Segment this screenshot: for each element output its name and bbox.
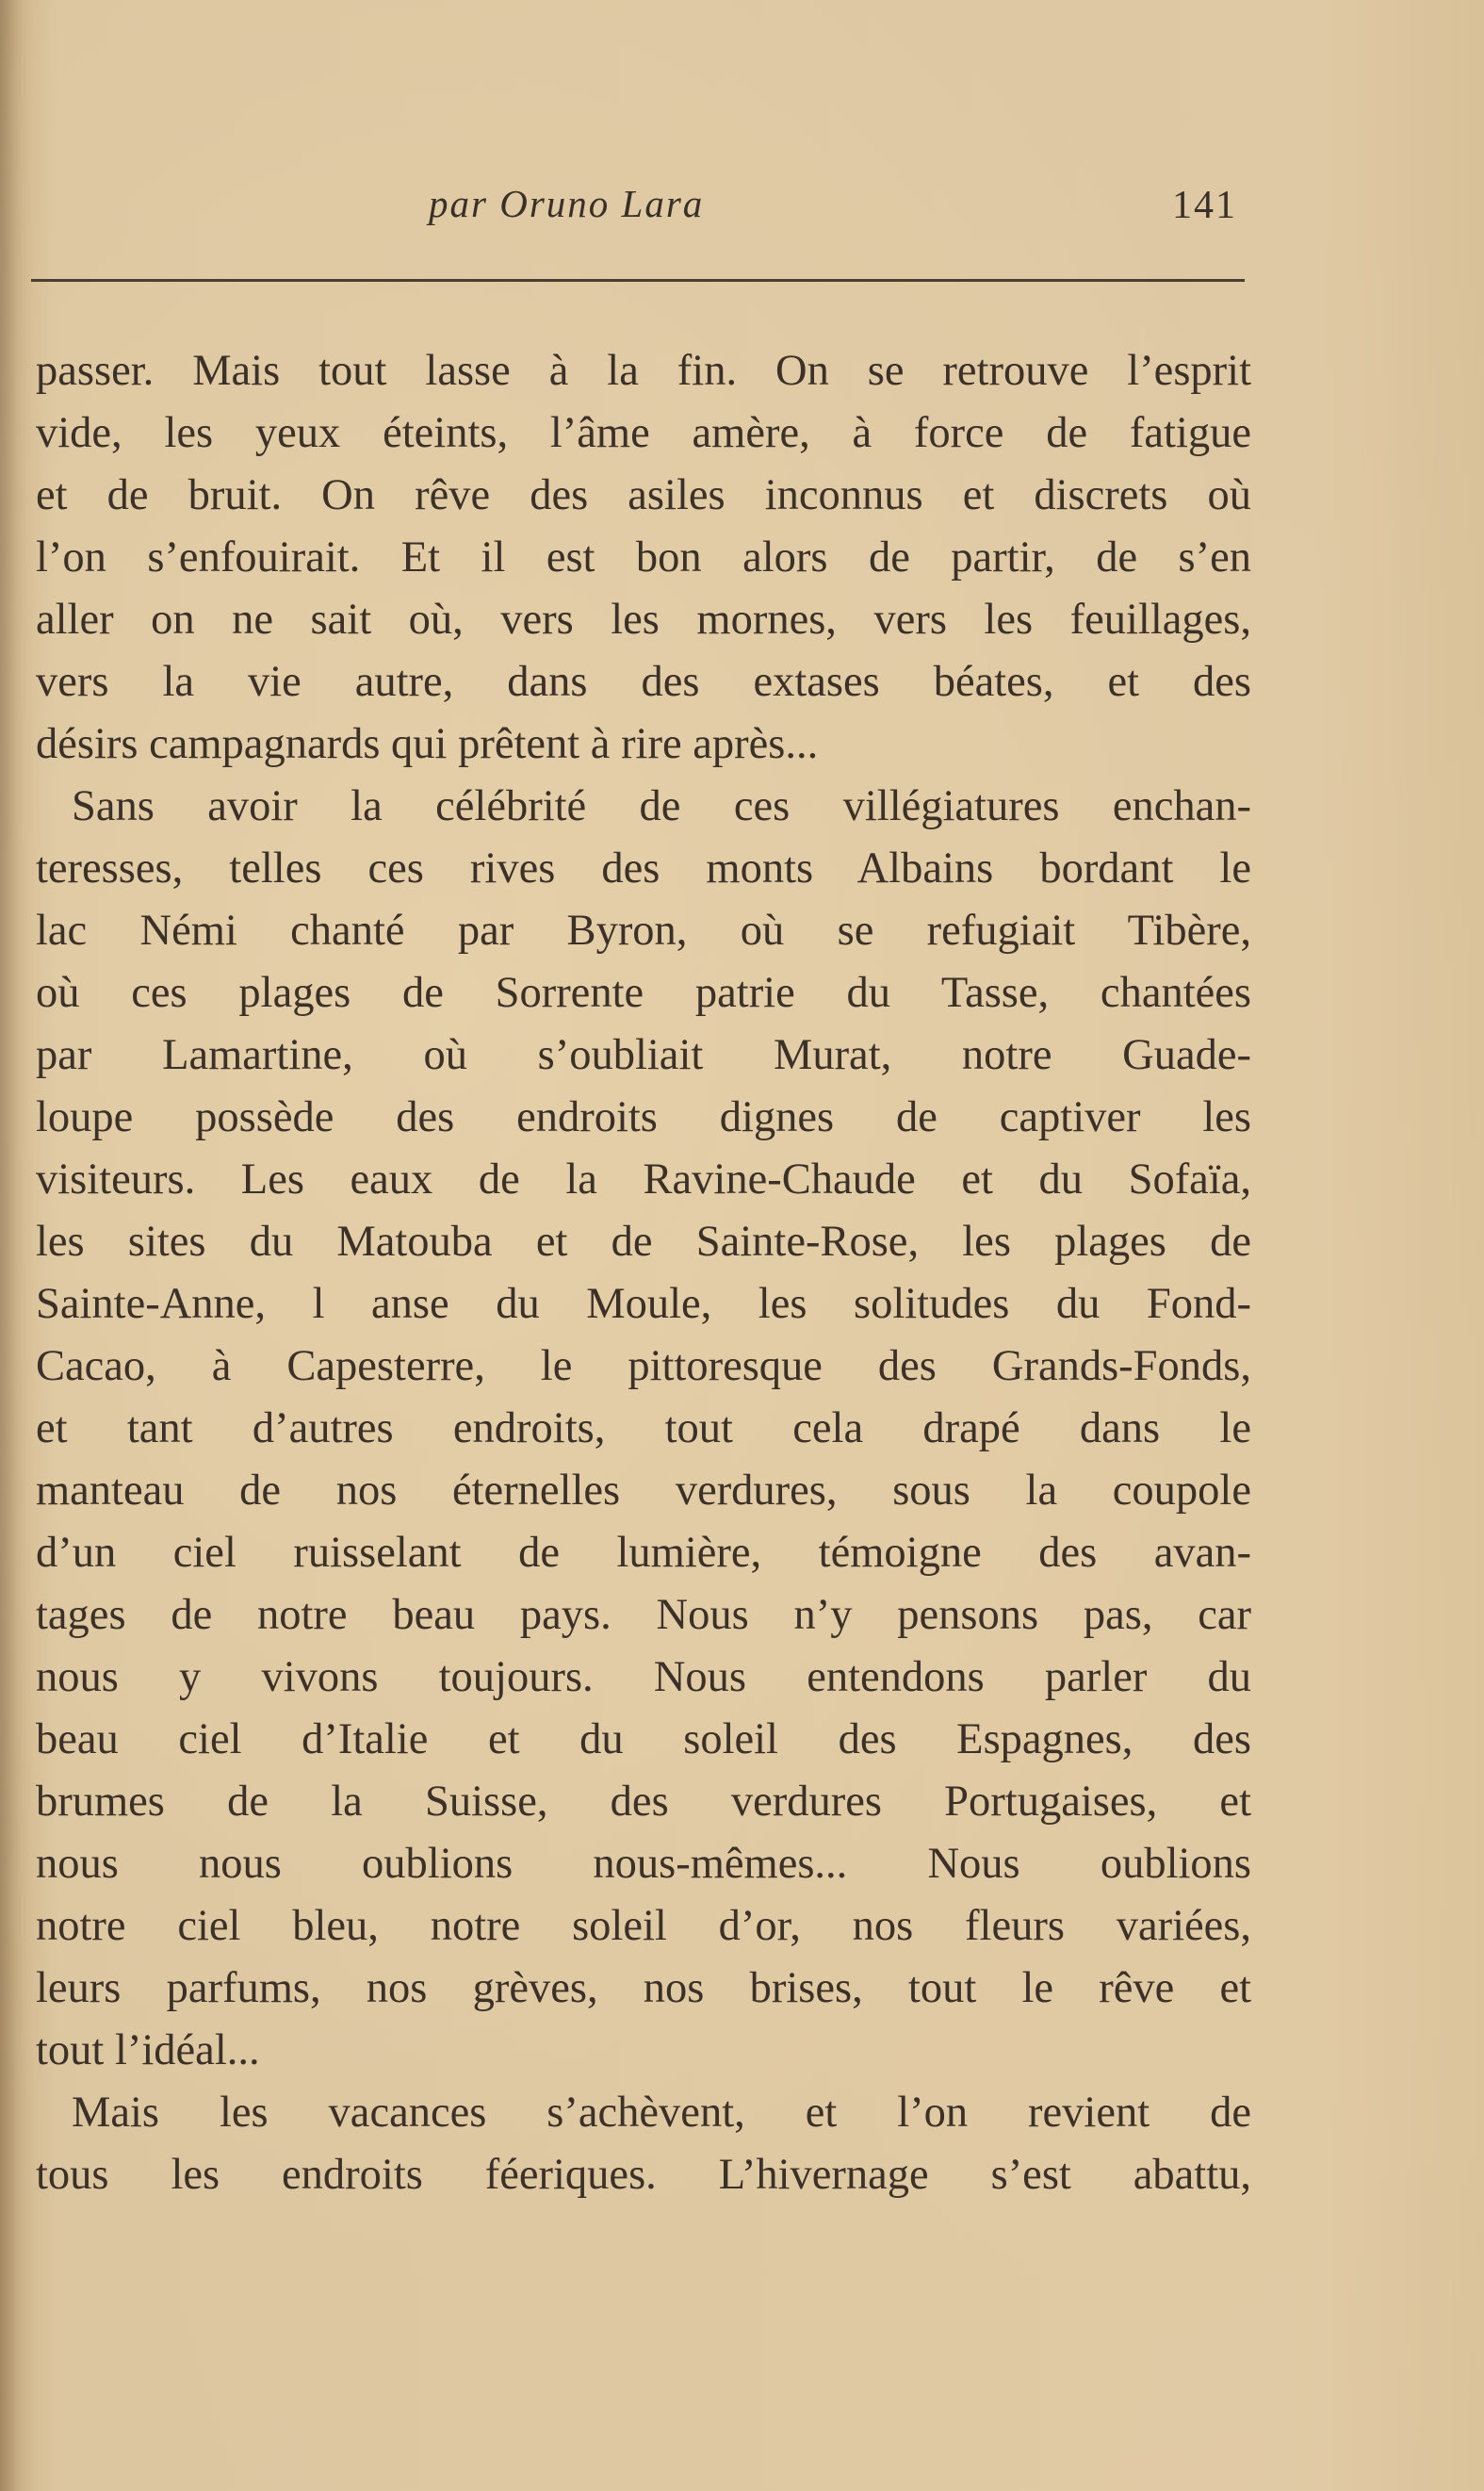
text-line: tages de notre beau pays. Nous n’y pensons pas, car xyxy=(36,1591,1251,1639)
text-line: où ces plages de Sorrente patrie du Tasse, chantées xyxy=(36,969,1251,1017)
text-line: loupe possède des endroits dignes de captiver les xyxy=(36,1093,1251,1141)
text-line: Sans avoir la célébrité de ces villégiatures enchan- xyxy=(72,782,1251,830)
text-line: notre ciel bleu, notre soleil d’or, nos fleurs variées, xyxy=(36,1902,1251,1950)
text-line: les sites du Matouba et de Sainte-Rose, les plages de xyxy=(36,1218,1251,1266)
text-line: nous nous oublions nous-mêmes... Nous oublions xyxy=(36,1840,1251,1888)
text-line: par Lamartine, où s’oubliait Murat, notre Guade- xyxy=(36,1031,1251,1079)
text-line: Cacao, à Capesterre, le pittoresque des Grands-Fonds, xyxy=(36,1342,1251,1390)
page-number: 141 xyxy=(1172,184,1237,227)
text-line: tous les endroits féeriques. L’hivernage s’est abattu, xyxy=(36,2151,1251,2199)
text-line: désirs campagnards qui prêtent à rire après... xyxy=(36,720,819,768)
text-line: beau ciel d’Italie et du soleil des Espagnes, des xyxy=(36,1715,1251,1763)
text-line: l’on s’enfouirait. Et il est bon alors de partir, de s’en xyxy=(36,533,1251,582)
text-line: aller on ne sait où, vers les mornes, vers les feuillages, xyxy=(36,596,1251,644)
page-binding-edge xyxy=(0,0,34,2491)
text-line: vide, les yeux éteints, l’âme amère, à force de fatigue xyxy=(36,409,1251,457)
text-line: vers la vie autre, dans des extases béates, et des xyxy=(36,658,1251,706)
text-line: visiteurs. Les eaux de la Ravine-Chaude et du Sofaïa, xyxy=(36,1155,1251,1204)
text-line: et tant d’autres endroits, tout cela drapé dans le xyxy=(36,1404,1251,1452)
text-line: Mais les vacances s’achèvent, et l’on revient de xyxy=(72,2089,1251,2137)
text-line: et de bruit. On rêve des asiles inconnus et discrets où xyxy=(36,471,1251,519)
text-line: lac Némi chanté par Byron, où se refugiait Tibère, xyxy=(36,907,1251,955)
text-line: d’un ciel ruisselant de lumière, témoigne des avan- xyxy=(36,1529,1251,1577)
text-line: Sainte-Anne, l anse du Moule, les solitudes du Fond- xyxy=(36,1280,1251,1328)
text-line: manteau de nos éternelles verdures, sous la coupole xyxy=(36,1467,1251,1515)
text-line: brumes de la Suisse, des verdures Portugaises, et xyxy=(36,1778,1251,1826)
text-line: passer. Mais tout lasse à la fin. On se retrouve l’esprit xyxy=(36,347,1251,395)
header-rule xyxy=(31,279,1245,282)
text-line: nous y vivons toujours. Nous entendons parler du xyxy=(36,1653,1251,1701)
text-line: tout l’idéal... xyxy=(36,2026,260,2074)
text-line: leurs parfums, nos grèves, nos brises, tout le rêve et xyxy=(36,1964,1251,2012)
text-line: teresses, telles ces rives des monts Albains bordant le xyxy=(36,844,1251,893)
running-title: par Oruno Lara xyxy=(429,182,705,225)
